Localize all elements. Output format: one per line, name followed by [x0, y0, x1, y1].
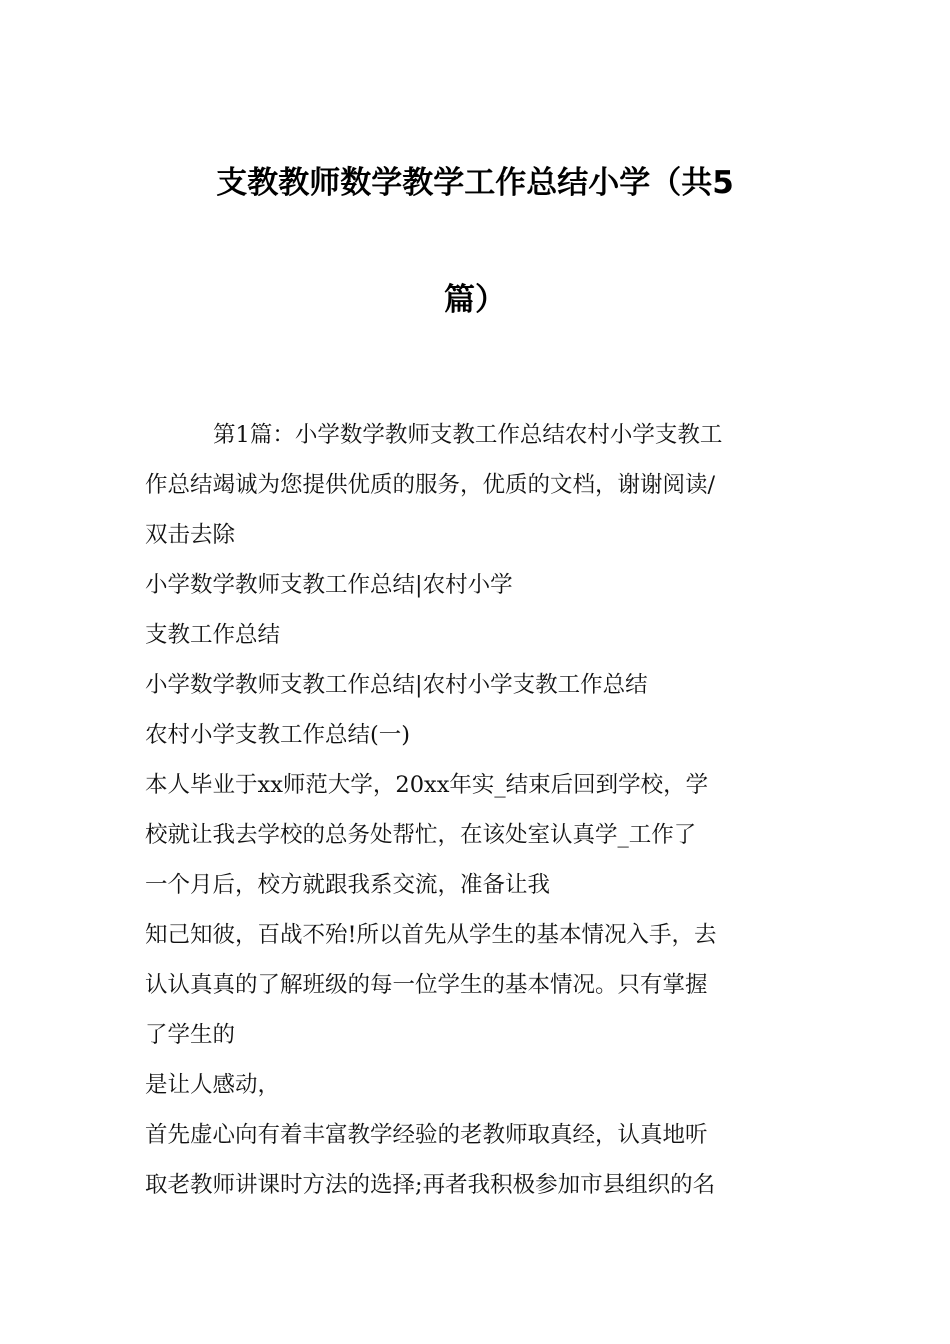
document-title-line-2: 篇）	[444, 282, 506, 318]
paragraph-line: 首先虚心向有着丰富教学经验的老教师取真经，认真地听	[145, 1122, 708, 1148]
paragraph-line: 双击去除	[145, 522, 236, 548]
paragraph-line: 是让人感动，	[145, 1072, 281, 1098]
paragraph-line: 第1篇：小学数学教师支教工作总结农村小学支教工	[213, 422, 723, 448]
paragraph-line: 认认真真的了解班级的每一位学生的基本情况。只有掌握	[145, 972, 708, 998]
paragraph-line: 知己知彼，百战不殆!所以首先从学生的基本情况入手，去	[145, 922, 717, 948]
paragraph-line: 本人毕业于xx师范大学，20xx年实_结束后回到学校，学	[145, 772, 709, 798]
document-body	[145, 410, 810, 1210]
paragraph-line: 小学数学教师支教工作总结|农村小学支教工作总结	[145, 672, 648, 698]
paragraph-line: 小学数学教师支教工作总结|农村小学	[145, 572, 513, 598]
document-title-line-1: 支教教师数学教学工作总结小学（共5	[216, 165, 734, 201]
paragraph-line: 校就让我去学校的总务处帮忙，在该处室认真学_工作了	[145, 822, 697, 848]
paragraph-line: 一个月后，校方就跟我系交流，准备让我	[145, 872, 551, 898]
paragraph-line: 农村小学支教工作总结(一)	[145, 722, 411, 748]
paragraph-line: 支教工作总结	[145, 622, 281, 648]
paragraph-line: 了学生的	[145, 1022, 236, 1048]
paragraph-line: 作总结竭诚为您提供优质的服务，优质的文档，谢谢阅读/	[145, 472, 716, 498]
paragraph-line: 取老教师讲课时方法的选择;再者我积极参加市县组织的名	[145, 1172, 716, 1198]
